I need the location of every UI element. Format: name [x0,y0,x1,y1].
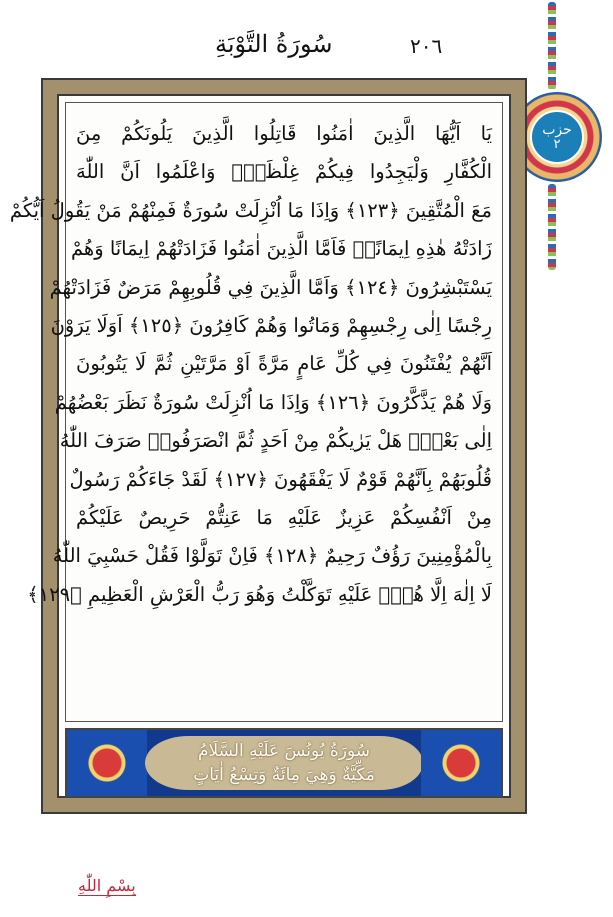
catchword: بِسْمِ اللّٰهِ [78,876,136,895]
banner-ornament-left [67,730,147,796]
text-area [9,102,503,722]
hizb-number: ٢ [553,137,561,152]
text-line: مَعَ الْمُتَّقِينَ ﴿١٢٣﴾ وَاِذَا مَا اُنْزِلَتْ سُورَةٌ فَمِنْهُمْ مَنْ يَقُولُ اَيُّكُمْ [9,198,492,222]
text-line: لَا اِلٰهَ اِلَّا هُوَۜ عَلَيْهِ تَوَكَّلْتُ وَهُوَ رَبُّ الْعَرْشِ الْعَظِيمِ ﴿١٢٩﴾ [27,582,492,606]
text-line: اَنَّهُمْ يُفْتَنُونَ فِي كُلِّ عَامٍ مَرَّةً اَوْ مَرَّتَيْنِ ثُمَّ لَا يَتُوبُونَ [76,352,492,376]
ornament-chain-bottom [548,184,556,270]
surah-title: سُورَةُ التَّوْبَةِ [215,30,333,58]
text-line: وَلَا هُمْ يَذَّكَّرُونَ ﴿١٢٦﴾ وَاِذَا مَا اُنْزِلَتْ سُورَةٌ نَظَرَ بَعْضُهُمْ [54,390,492,414]
hizb-medallion [530,110,584,164]
text-line: زَادَتْهُ هٰذِهِ اِيمَانًاۚ فَاَمَّا الَّذِينَ اٰمَنُوا فَزَادَتْهُمْ اِيمَانًا وَهُمْ [70,237,492,261]
text-line: قُلُوبَهُمْ بِاَنَّهُمْ قَوْمٌ لَا يَفْقَهُونَ ﴿١٢٧﴾ لَقَدْ جَاءَكُمْ رَسُولٌ [69,467,492,491]
surah-header-banner [65,728,503,798]
banner-cartouche [145,736,423,790]
verse-lines [9,103,502,614]
text-line: مِنْ اَنْفُسِكُمْ عَزِيزٌ عَلَيْهِ مَا عَنِتُّمْ حَرِيصٌ عَلَيْكُمْ [76,505,492,529]
text-line: بِالْمُؤْمِنِينَ رَؤُفٌ رَحِيمٌ ﴿١٢٨﴾ فَاِنْ تَوَلَّوْا فَقُلْ حَسْبِيَ اللّٰهُ [52,544,492,568]
text-line: رِجْسًا اِلٰى رِجْسِهِمْ وَمَاتُوا وَهُمْ كَافِرُونَ ﴿١٢٥﴾ اَوَلَا يَرَوْنَ [50,313,492,337]
page-inner-frame [9,94,511,798]
page-number: ٢٠٦ [410,34,443,58]
text-line: يَسْتَبْشِرُونَ ﴿١٢٤﴾ وَاَمَّا الَّذِينَ فِي قُلُوبِهِمْ مَرَضٌ فَزَادَتْهُمْ [49,275,492,299]
banner-ornament-right [421,730,501,796]
hizb-word: حزب [542,122,572,138]
ornament-chain-top [548,2,556,90]
text-line: اِلٰى بَعْضٍۜ هَلْ يَرٰيكُمْ مِنْ اَحَدٍ ثُمَّ انْصَرَفُواۜ صَرَفَ اللّٰهُ [59,429,492,453]
text-line: يَا اَيُّهَا الَّذِينَ اٰمَنُوا قَاتِلُوا الَّذِينَ يَلُونَكُمْ مِنَ [76,122,492,145]
text-line: الْكُفَّارِ وَلْيَجِدُوا فِيكُمْ غِلْظَةًۜ وَاعْلَمُوا اَنَّ اللّٰهَ [76,160,492,184]
banner-surah-info: مَكِّيَّةٌ وَهِيَ مِائَةٌ وَتِسْعُ اٰيَاتٍ [193,765,375,785]
page-frame [9,78,527,814]
banner-surah-name: سُورَةُ يُونُسَ عَلَيْهِ السَّلَامُ [197,741,371,761]
